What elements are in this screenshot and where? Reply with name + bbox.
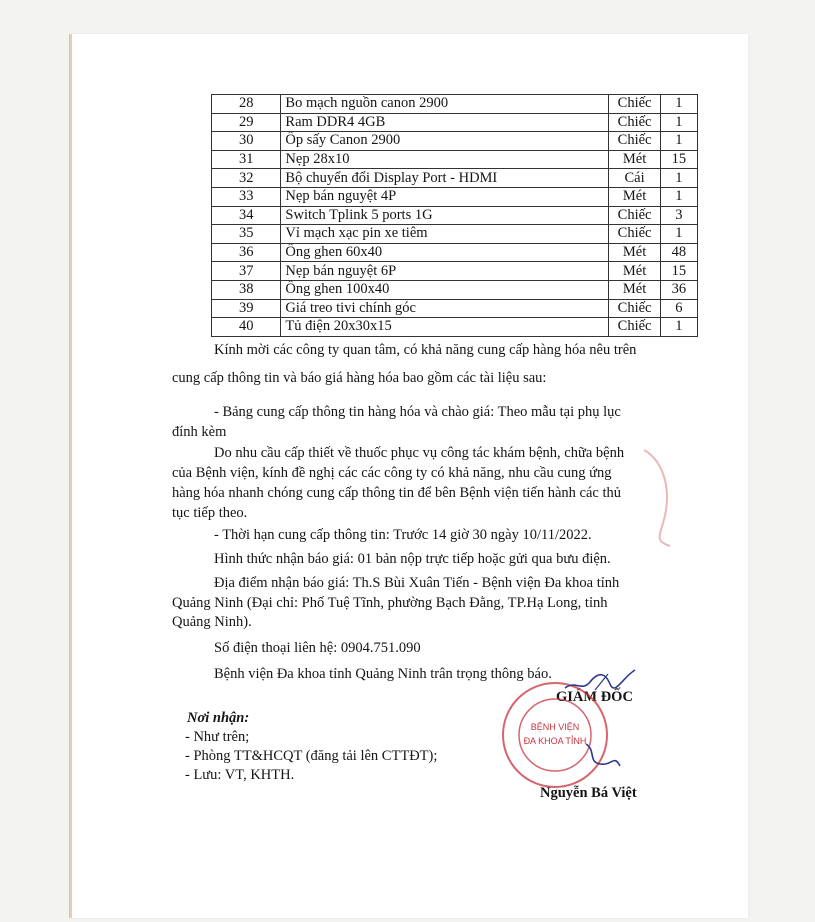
cell-item-name: Ống ghen 60x40: [281, 243, 609, 262]
invite-line-2: cung cấp thông tin và báo giá hàng hóa bao gồm các tài liệu sau:: [172, 370, 547, 386]
doc-list-line-1: - Bảng cung cấp thông tin hàng hóa và chào giá: Theo mẫu tại phụ lục: [214, 404, 621, 420]
cell-item-name: Bo mạch nguồn canon 2900: [281, 95, 609, 114]
doc-list-line-2: đính kèm: [172, 424, 227, 440]
table-row: [212, 206, 698, 225]
items-table: [211, 94, 698, 337]
cell-quantity: 1: [660, 187, 697, 206]
cell-no: 28: [212, 95, 281, 114]
need-line-1: Do nhu cầu cấp thiết về thuốc phục vụ công tác khám bệnh, chữa bệnh: [214, 445, 625, 461]
cell-quantity: 1: [660, 225, 697, 244]
cell-item-name: Ram DDR4 4GB: [281, 113, 609, 132]
table-row: [212, 243, 698, 262]
cell-item-name: Switch Tplink 5 ports 1G: [281, 206, 609, 225]
cell-no: 35: [212, 225, 281, 244]
initial-scribble: [578, 736, 628, 776]
recipient-item: - Phòng TT&HCQT (đăng tải lên CTTĐT);: [185, 748, 438, 764]
cell-unit: Mét: [609, 262, 660, 281]
cell-no: 33: [212, 187, 281, 206]
address-line-2: Quảng Ninh (Đại chỉ: Phố Tuệ Tĩnh, phường Bạch Đằng, TP.Hạ Long, tỉnh: [172, 595, 608, 611]
cell-quantity: 15: [660, 150, 697, 169]
director-signature: [560, 660, 640, 700]
cell-item-name: Nẹp 28x10: [281, 150, 609, 169]
cell-unit: Chiếc: [609, 225, 660, 244]
address-line-3: Quảng Ninh).: [172, 614, 252, 630]
cell-unit: Chiếc: [609, 299, 660, 318]
cell-item-name: Vỉ mạch xạc pin xe tiêm: [281, 225, 609, 244]
cell-no: 30: [212, 132, 281, 151]
seal-line-2: ĐA KHOA TỈNH: [523, 736, 587, 746]
phone-text: Số điện thoại liên hệ: 0904.751.090: [214, 640, 421, 656]
cell-item-name: Nẹp bán nguyệt 6P: [281, 262, 609, 281]
table-row: [212, 95, 698, 114]
cell-unit: Mét: [609, 150, 660, 169]
cell-unit: Mét: [609, 187, 660, 206]
cell-unit: Cái: [609, 169, 660, 188]
cell-item-name: Ốp sấy Canon 2900: [281, 132, 609, 151]
table-row: [212, 225, 698, 244]
table-row: [212, 280, 698, 299]
table-row: [212, 187, 698, 206]
recipient-item: - Lưu: VT, KHTH.: [185, 767, 295, 783]
cell-unit: Chiếc: [609, 113, 660, 132]
seal-line-1: BỆNH VIỆN: [530, 722, 580, 732]
cell-no: 37: [212, 262, 281, 281]
table-row: [212, 169, 698, 188]
cell-unit: Mét: [609, 243, 660, 262]
director-title: GIÁM ĐỐC: [556, 689, 633, 705]
need-line-4: tục tiếp theo.: [172, 505, 248, 521]
cell-quantity: 1: [660, 113, 697, 132]
seal-smudge: [640, 440, 685, 550]
cell-quantity: 3: [660, 206, 697, 225]
table-row: [212, 318, 698, 337]
table-row: [212, 299, 698, 318]
cell-quantity: 15: [660, 262, 697, 281]
cell-unit: Chiếc: [609, 318, 660, 337]
cell-unit: Chiếc: [609, 206, 660, 225]
cell-quantity: 1: [660, 95, 697, 114]
cell-unit: Chiếc: [609, 132, 660, 151]
invite-line-1: Kính mời các công ty quan tâm, có khả năng cung cấp hàng hóa nêu trên: [214, 342, 637, 358]
cell-item-name: Nẹp bán nguyệt 4P: [281, 187, 609, 206]
address-line-1: Địa điểm nhận báo giá: Th.S Bùi Xuân Tiến - Bệnh viện Đa khoa tỉnh: [214, 575, 620, 591]
closing-text: Bệnh viện Đa khoa tỉnh Quảng Ninh trân trọng thông báo.: [214, 666, 552, 682]
table-row: [212, 150, 698, 169]
recipient-item: - Như trên;: [185, 729, 250, 745]
cell-item-name: Giá treo tivi chính góc: [281, 299, 609, 318]
cell-no: 39: [212, 299, 281, 318]
cell-no: 40: [212, 318, 281, 337]
cell-no: 32: [212, 169, 281, 188]
table-row: [212, 132, 698, 151]
cell-quantity: 36: [660, 280, 697, 299]
cell-item-name: Bộ chuyển đổi Display Port - HDMI: [281, 169, 609, 188]
table-row: [212, 113, 698, 132]
cell-quantity: 1: [660, 169, 697, 188]
cell-no: 36: [212, 243, 281, 262]
table-row: [212, 262, 698, 281]
cell-unit: Mét: [609, 280, 660, 299]
need-line-3: hàng hóa nhanh chóng cung cấp thông tin để bên Bệnh viện tiến hành các thủ: [172, 485, 621, 501]
cell-item-name: Ống ghen 100x40: [281, 280, 609, 299]
cell-quantity: 6: [660, 299, 697, 318]
director-name: Nguyễn Bá Việt: [540, 785, 637, 801]
cell-item-name: Tủ điện 20x30x15: [281, 318, 609, 337]
cell-no: 29: [212, 113, 281, 132]
cell-no: 31: [212, 150, 281, 169]
recipients-title: Nơi nhận:: [187, 710, 250, 726]
cell-no: 34: [212, 206, 281, 225]
cell-quantity: 48: [660, 243, 697, 262]
cell-quantity: 1: [660, 318, 697, 337]
cell-unit: Chiếc: [609, 95, 660, 114]
cell-no: 38: [212, 280, 281, 299]
receive-form-text: Hình thức nhận báo giá: 01 bản nộp trực tiếp hoặc gửi qua bưu điện.: [214, 551, 611, 567]
deadline-text: - Thời hạn cung cấp thông tin: Trước 14 giờ 30 ngày 10/11/2022.: [214, 527, 592, 543]
cell-quantity: 1: [660, 132, 697, 151]
need-line-2: của Bệnh viện, kính đề nghị các các công ty có khả năng, nhu cầu cung ứng: [172, 465, 612, 481]
